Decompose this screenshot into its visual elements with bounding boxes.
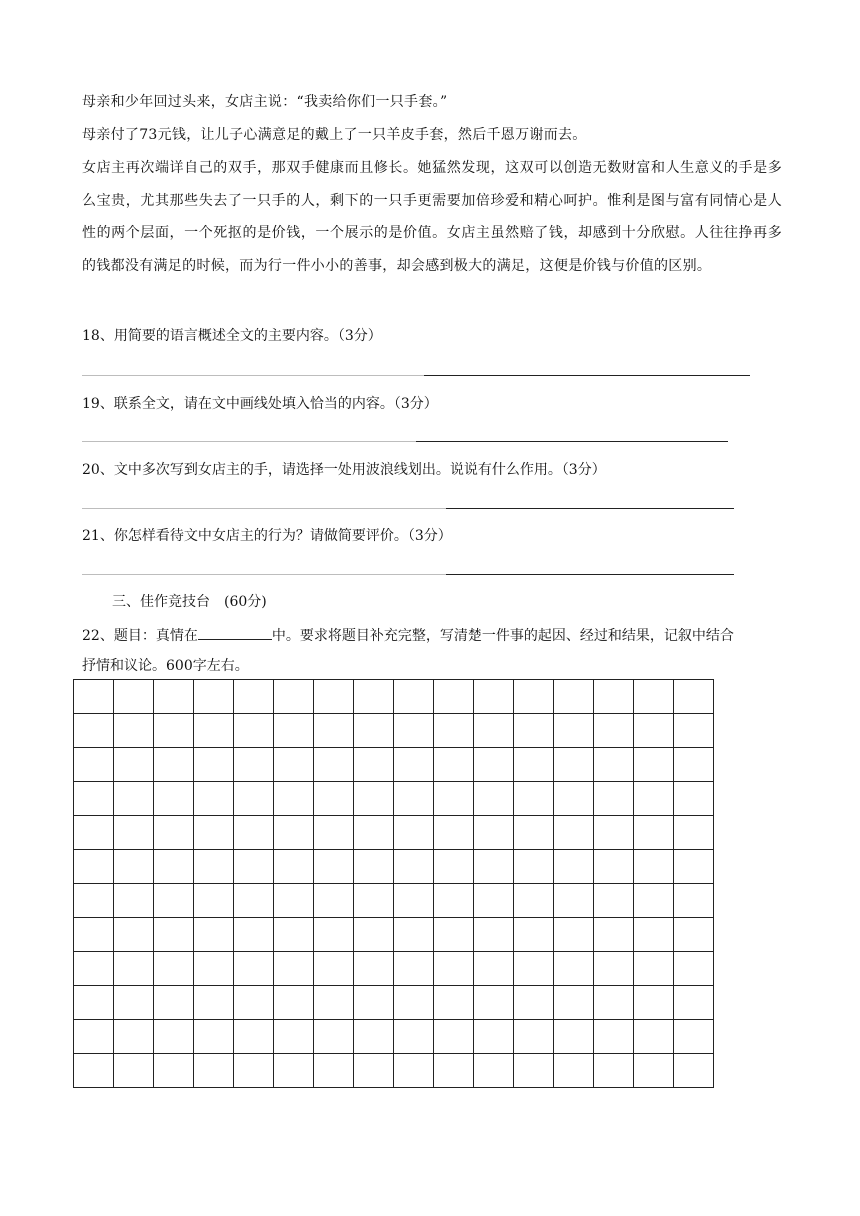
section-3-heading: 三、佳作竞技台 (60分): [112, 594, 267, 610]
grid-cell[interactable]: [434, 816, 474, 850]
grid-cell[interactable]: [474, 680, 514, 714]
grid-cell[interactable]: [474, 884, 514, 918]
grid-cell[interactable]: [314, 918, 354, 952]
grid-cell[interactable]: [554, 1054, 594, 1088]
grid-cell[interactable]: [274, 918, 314, 952]
grid-cell[interactable]: [514, 816, 554, 850]
grid-cell[interactable]: [634, 714, 674, 748]
grid-row: [74, 1020, 714, 1054]
grid-cell[interactable]: [354, 680, 394, 714]
grid-cell[interactable]: [114, 748, 154, 782]
passage-paragraph-1: 母亲和少年回过头来，女店主说：“我卖给你们一只手套。”: [82, 94, 448, 110]
grid-cell[interactable]: [674, 680, 714, 714]
grid-cell[interactable]: [674, 918, 714, 952]
grid-cell[interactable]: [434, 918, 474, 952]
grid-cell[interactable]: [314, 680, 354, 714]
grid-cell[interactable]: [514, 714, 554, 748]
grid-cell[interactable]: [514, 918, 554, 952]
grid-cell[interactable]: [554, 850, 594, 884]
grid-cell[interactable]: [354, 986, 394, 1020]
grid-cell[interactable]: [274, 748, 314, 782]
grid-cell[interactable]: [394, 884, 434, 918]
grid-cell[interactable]: [274, 986, 314, 1020]
grid-cell[interactable]: [674, 748, 714, 782]
grid-cell[interactable]: [114, 884, 154, 918]
grid-row: [74, 816, 714, 850]
grid-cell[interactable]: [554, 714, 594, 748]
grid-cell[interactable]: [674, 952, 714, 986]
grid-cell[interactable]: [634, 782, 674, 816]
grid-cell[interactable]: [354, 748, 394, 782]
grid-cell[interactable]: [674, 1020, 714, 1054]
grid-cell[interactable]: [434, 748, 474, 782]
grid-cell[interactable]: [594, 952, 634, 986]
grid-cell[interactable]: [434, 952, 474, 986]
grid-cell[interactable]: [194, 918, 234, 952]
grid-cell[interactable]: [354, 850, 394, 884]
grid-cell[interactable]: [354, 952, 394, 986]
grid-cell[interactable]: [114, 714, 154, 748]
grid-cell[interactable]: [234, 986, 274, 1020]
grid-cell[interactable]: [514, 850, 554, 884]
grid-cell[interactable]: [274, 714, 314, 748]
grid-cell[interactable]: [634, 748, 674, 782]
grid-cell[interactable]: [554, 986, 594, 1020]
grid-cell[interactable]: [434, 680, 474, 714]
grid-cell[interactable]: [74, 748, 114, 782]
grid-cell[interactable]: [154, 748, 194, 782]
grid-cell[interactable]: [634, 1054, 674, 1088]
grid-cell[interactable]: [474, 986, 514, 1020]
grid-cell[interactable]: [314, 782, 354, 816]
grid-cell[interactable]: [354, 782, 394, 816]
grid-cell[interactable]: [74, 680, 114, 714]
grid-cell[interactable]: [194, 782, 234, 816]
grid-cell[interactable]: [514, 884, 554, 918]
grid-cell[interactable]: [74, 918, 114, 952]
grid-cell[interactable]: [434, 782, 474, 816]
grid-cell[interactable]: [194, 884, 234, 918]
grid-cell[interactable]: [74, 782, 114, 816]
grid-cell[interactable]: [274, 816, 314, 850]
grid-cell[interactable]: [274, 1054, 314, 1088]
grid-cell[interactable]: [314, 748, 354, 782]
grid-row: [74, 782, 714, 816]
grid-cell[interactable]: [74, 816, 114, 850]
grid-cell[interactable]: [194, 816, 234, 850]
grid-cell[interactable]: [394, 782, 434, 816]
grid-cell[interactable]: [674, 850, 714, 884]
grid-row: [74, 680, 714, 714]
question-22-line-2: 抒情和议论。600字左右。: [82, 658, 249, 674]
grid-cell[interactable]: [394, 680, 434, 714]
grid-cell[interactable]: [74, 884, 114, 918]
grid-cell[interactable]: [674, 884, 714, 918]
grid-cell[interactable]: [514, 748, 554, 782]
grid-cell[interactable]: [634, 952, 674, 986]
grid-cell[interactable]: [154, 680, 194, 714]
grid-cell[interactable]: [274, 782, 314, 816]
grid-cell[interactable]: [674, 816, 714, 850]
grid-cell[interactable]: [594, 884, 634, 918]
grid-cell[interactable]: [154, 952, 194, 986]
grid-cell[interactable]: [74, 1054, 114, 1088]
grid-cell[interactable]: [394, 816, 434, 850]
grid-cell[interactable]: [314, 952, 354, 986]
grid-cell[interactable]: [394, 714, 434, 748]
grid-cell[interactable]: [114, 850, 154, 884]
grid-cell[interactable]: [114, 680, 154, 714]
grid-cell[interactable]: [314, 884, 354, 918]
title-blank[interactable]: [198, 625, 272, 640]
grid-cell[interactable]: [154, 1020, 194, 1054]
grid-cell[interactable]: [354, 714, 394, 748]
grid-cell[interactable]: [594, 816, 634, 850]
grid-cell[interactable]: [154, 816, 194, 850]
grid-cell[interactable]: [114, 1020, 154, 1054]
grid-cell[interactable]: [474, 850, 514, 884]
grid-cell[interactable]: [394, 918, 434, 952]
grid-cell[interactable]: [314, 1020, 354, 1054]
grid-cell[interactable]: [594, 680, 634, 714]
grid-cell[interactable]: [194, 748, 234, 782]
grid-row: [74, 714, 714, 748]
writing-grid[interactable]: [73, 679, 714, 1088]
grid-cell[interactable]: [314, 850, 354, 884]
grid-cell[interactable]: [394, 952, 434, 986]
grid-row: [74, 952, 714, 986]
grid-row: [74, 748, 714, 782]
grid-cell[interactable]: [194, 1020, 234, 1054]
grid-cell[interactable]: [234, 748, 274, 782]
grid-cell[interactable]: [434, 986, 474, 1020]
question-18: 18、用简要的语言概述全文的主要内容。（3分）: [82, 328, 382, 344]
question-21: 21、你怎样看待文中女店主的行为？请做简要评价。（3分）: [82, 528, 452, 544]
grid-row: [74, 850, 714, 884]
grid-cell[interactable]: [634, 816, 674, 850]
grid-cell[interactable]: [474, 714, 514, 748]
grid-cell[interactable]: [234, 884, 274, 918]
grid-cell[interactable]: [434, 1054, 474, 1088]
grid-cell[interactable]: [314, 714, 354, 748]
grid-cell[interactable]: [594, 918, 634, 952]
grid-cell[interactable]: [434, 884, 474, 918]
grid-cell[interactable]: [234, 714, 274, 748]
question-22-prefix: 22、题目：真情在: [82, 628, 198, 644]
grid-cell[interactable]: [474, 1020, 514, 1054]
grid-cell[interactable]: [154, 918, 194, 952]
grid-cell[interactable]: [674, 1054, 714, 1088]
grid-cell[interactable]: [634, 918, 674, 952]
grid-cell[interactable]: [474, 918, 514, 952]
grid-cell[interactable]: [74, 1020, 114, 1054]
grid-cell[interactable]: [274, 680, 314, 714]
grid-cell[interactable]: [154, 850, 194, 884]
grid-cell[interactable]: [474, 816, 514, 850]
grid-cell[interactable]: [234, 680, 274, 714]
grid-cell[interactable]: [234, 782, 274, 816]
grid-cell[interactable]: [74, 952, 114, 986]
grid-cell[interactable]: [354, 918, 394, 952]
grid-cell[interactable]: [114, 952, 154, 986]
grid-cell[interactable]: [114, 782, 154, 816]
grid-cell[interactable]: [554, 782, 594, 816]
grid-cell[interactable]: [554, 1020, 594, 1054]
passage-paragraph-2: 母亲付了73元钱，让儿子心满意足的戴上了一只羊皮手套，然后千恩万谢而去。: [82, 127, 587, 143]
grid-cell[interactable]: [634, 850, 674, 884]
grid-cell[interactable]: [74, 850, 114, 884]
grid-cell[interactable]: [354, 884, 394, 918]
grid-row: [74, 1054, 714, 1088]
grid-cell[interactable]: [674, 714, 714, 748]
grid-cell[interactable]: [234, 816, 274, 850]
grid-row: [74, 918, 714, 952]
grid-cell[interactable]: [474, 748, 514, 782]
grid-cell[interactable]: [674, 986, 714, 1020]
grid-cell[interactable]: [194, 1054, 234, 1088]
grid-cell[interactable]: [74, 714, 114, 748]
grid-cell[interactable]: [274, 952, 314, 986]
grid-cell[interactable]: [234, 1054, 274, 1088]
grid-cell[interactable]: [234, 918, 274, 952]
question-22-line-1: [82, 625, 734, 646]
grid-cell[interactable]: [234, 1020, 274, 1054]
grid-cell[interactable]: [314, 1054, 354, 1088]
grid-cell[interactable]: [434, 714, 474, 748]
grid-cell[interactable]: [154, 986, 194, 1020]
grid-cell[interactable]: [394, 748, 434, 782]
grid-cell[interactable]: [474, 1054, 514, 1088]
question-19: 19、联系全文，请在文中画线处填入恰当的内容。（3分）: [82, 396, 438, 412]
grid-cell[interactable]: [394, 986, 434, 1020]
grid-cell[interactable]: [474, 952, 514, 986]
grid-cell[interactable]: [594, 850, 634, 884]
grid-cell[interactable]: [314, 986, 354, 1020]
grid-cell[interactable]: [514, 1054, 554, 1088]
grid-cell[interactable]: [114, 986, 154, 1020]
passage-paragraph-3: 女店主再次端详自己的双手，那双手健康而且修长。她猛然发现，这双可以创造无数财富和人生意义的手是多么宝贵，尤其那些失去了一只手的人，剩下的一只手更需要加倍珍爱和精心呵护。惟利是图与富有同情心是人性的两个层面，一个死抠的是价钱，一个展示的是价值。女店主虽然赔了钱，却感到十分欣慰。人往往挣再多的钱都没有满足的时候，而为行一件小小的善事，却会感到极大的满足，这便是价钱与价值的区别。: [82, 160, 782, 274]
grid-cell[interactable]: [554, 884, 594, 918]
grid-cell[interactable]: [234, 850, 274, 884]
grid-cell[interactable]: [434, 850, 474, 884]
grid-cell[interactable]: [554, 748, 594, 782]
grid-cell[interactable]: [594, 748, 634, 782]
grid-cell[interactable]: [154, 884, 194, 918]
grid-cell[interactable]: [554, 680, 594, 714]
grid-cell[interactable]: [394, 850, 434, 884]
grid-cell[interactable]: [514, 952, 554, 986]
grid-cell[interactable]: [594, 1020, 634, 1054]
grid-cell[interactable]: [154, 1054, 194, 1088]
grid-cell[interactable]: [434, 1020, 474, 1054]
grid-cell[interactable]: [634, 680, 674, 714]
question-22-suffix: 中。要求将题目补充完整，写清楚一件事的起因、经过和结果，记叙中结合: [271, 628, 734, 644]
grid-cell[interactable]: [354, 1020, 394, 1054]
grid-row: [74, 986, 714, 1020]
grid-cell[interactable]: [114, 816, 154, 850]
grid-row: [74, 884, 714, 918]
grid-cell[interactable]: [194, 680, 234, 714]
grid-cell[interactable]: [634, 1020, 674, 1054]
grid-cell[interactable]: [394, 1020, 434, 1054]
grid-cell[interactable]: [74, 986, 114, 1020]
grid-cell[interactable]: [514, 782, 554, 816]
grid-cell[interactable]: [594, 782, 634, 816]
grid-cell[interactable]: [114, 918, 154, 952]
grid-cell[interactable]: [554, 816, 594, 850]
grid-cell[interactable]: [354, 816, 394, 850]
grid-cell[interactable]: [114, 1054, 154, 1088]
grid-cell[interactable]: [594, 986, 634, 1020]
grid-cell[interactable]: [474, 782, 514, 816]
grid-cell[interactable]: [634, 986, 674, 1020]
grid-cell[interactable]: [194, 952, 234, 986]
grid-cell[interactable]: [194, 986, 234, 1020]
question-20: 20、文中多次写到女店主的手，请选择一处用波浪线划出。说说有什么作用。（3分）: [82, 462, 606, 478]
grid-cell[interactable]: [314, 816, 354, 850]
grid-cell[interactable]: [274, 1020, 314, 1054]
grid-cell[interactable]: [594, 714, 634, 748]
grid-cell[interactable]: [234, 952, 274, 986]
grid-cell[interactable]: [274, 850, 314, 884]
grid-cell[interactable]: [634, 884, 674, 918]
grid-cell[interactable]: [194, 850, 234, 884]
grid-cell[interactable]: [514, 986, 554, 1020]
grid-cell[interactable]: [394, 1054, 434, 1088]
grid-cell[interactable]: [554, 918, 594, 952]
grid-cell[interactable]: [554, 952, 594, 986]
grid-cell[interactable]: [194, 714, 234, 748]
grid-cell[interactable]: [514, 680, 554, 714]
grid-cell[interactable]: [594, 1054, 634, 1088]
grid-cell[interactable]: [154, 714, 194, 748]
grid-cell[interactable]: [674, 782, 714, 816]
grid-cell[interactable]: [354, 1054, 394, 1088]
grid-cell[interactable]: [274, 884, 314, 918]
grid-cell[interactable]: [154, 782, 194, 816]
grid-cell[interactable]: [514, 1020, 554, 1054]
